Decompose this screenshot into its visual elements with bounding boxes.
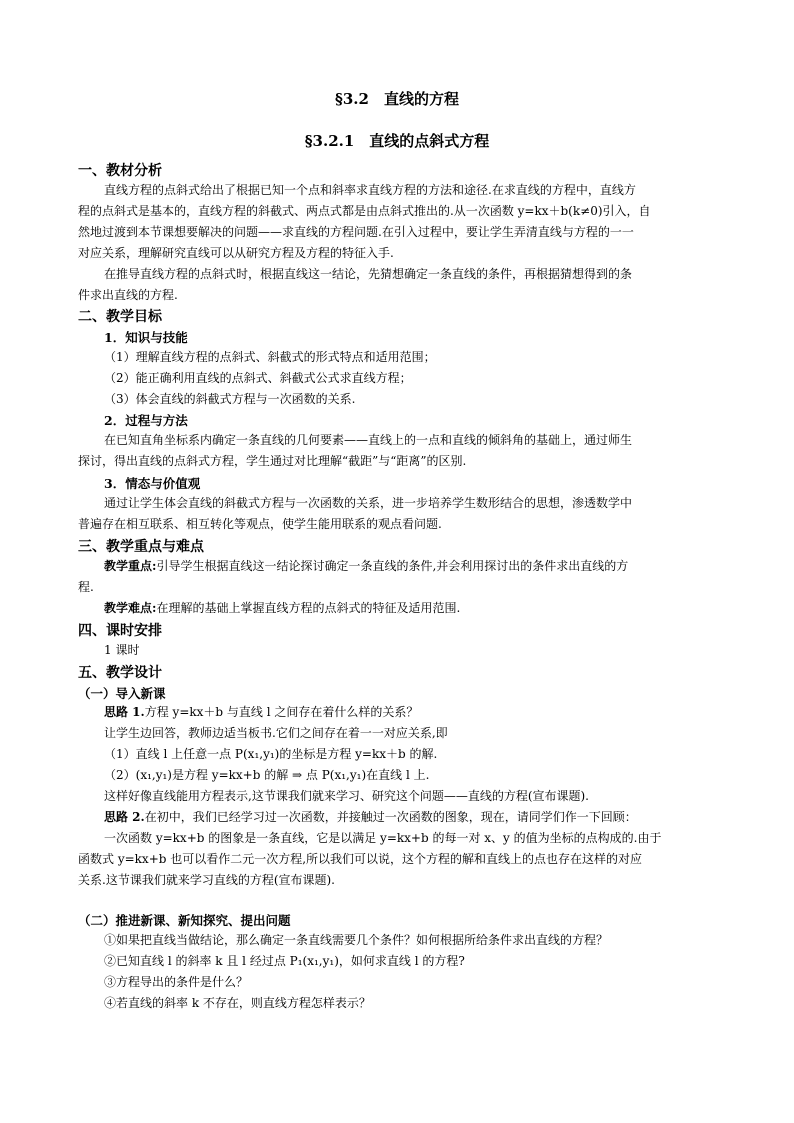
paragraph-line: 普遍存在相互联系、相互转化等观点，使学生能用联系的观点看问题. [78,517,442,531]
page-title: §3.2 直线的方程 [335,90,459,108]
paragraph-line: 这样好像直线能用方程表示,这节课我们就来学习、研究这个问题——直线的方程(宣布课题). [104,789,589,803]
idea-label: 思路 2. [104,810,145,824]
section-heading-5: 五、教学设计 [78,665,162,681]
page-subtitle: §3.2.1 直线的点斜式方程 [304,132,490,150]
paragraph-line: 在推导直线方程的点斜式时，根据直线这一结论，先猜想确定一条直线的条件，再根据猜想得到的条 [104,267,633,281]
idea-text: 在初中，我们已经学习过一次函数，并接触过一次函数的图象，现在，请同学们作一下回顾： [144,810,637,824]
paragraph-line: 一次函数 y=kx+b 的图象是一条直线，它是以满足 y=kx+b 的每一对 x、y 的值为坐标的点构成的.由于 [104,831,662,845]
paragraph-line: 然地过渡到本节课想要解决的问题——求直线的方程问题.在引入过程中，要让学生弄清直线与方程的一一 [78,225,634,239]
list-item: （1）理解直线方程的点斜式、斜截式的形式特点和适用范围； [104,350,436,364]
list-item: （2）能正确利用直线的点斜式、斜截式公式求直线方程； [104,371,412,385]
difficulty-label: 教学难点: [104,601,157,615]
section-heading-3: 三、教学重点与难点 [78,539,204,555]
section-heading-2: 二、教学目标 [78,309,162,325]
key-point-label: 教学重点: [104,559,157,573]
idea-label: 思路 1. [104,705,145,719]
difficulty-text: 在理解的基础上掌握直线方程的点斜式的特征及适用范围. [156,601,461,615]
subsection-heading: 1．知识与技能 [104,330,188,345]
paragraph-line: 通过让学生体会直线的斜截式方程与一次函数的关系，进一步培养学生数形结合的思想，渗透数学中 [104,496,633,510]
paragraph-line: 直线方程的点斜式给出了根据已知一个点和斜率求直线方程的方法和途径.在求直线的方程中，直线方 [104,183,636,197]
key-point-text: 引导学生根据直线这一结论探讨确定一条直线的条件,并会利用探讨出的条件求出直线的方 [156,559,629,573]
paragraph-line: 探讨，得出直线的点斜式方程，学生通过对比理解“截距”与“距离”的区别. [78,454,467,468]
paragraph-line: 程. [78,580,94,594]
question-item: ②已知直线 l 的斜率 k 且 l 经过点 P₁(x₁,y₁)，如何求直线 l 的方程? [104,954,465,968]
paragraph-line: 1 课时 [104,643,140,657]
paragraph-line: 关系.这节课我们就来学习直线的方程(宣布课题). [78,873,335,887]
paragraph-line: （2）(x₁,y₁)是方程 y=kx+b 的解 ⇒ 点 P(x₁,y₁)在直线 l 上. [104,768,430,782]
part-heading: （一）导入新课 [78,686,166,701]
idea-line [104,809,637,826]
paragraph-line: 对应关系，理解研究直线可以从研究方程及方程的特征入手. [78,246,394,260]
key-point-line [104,558,628,575]
section-heading-4: 四、课时安排 [78,623,162,639]
idea-text: 方程 y=kx＋b 与直线 l 之间存在着什么样的关系？ [144,705,419,719]
subsection-heading: 2．过程与方法 [104,413,188,428]
paragraph-line: 函数式 y=kx+b 也可以看作二元一次方程,所以我们可以说，这个方程的解和直线上的点也存在这样的对应 [78,852,643,866]
part-heading: （二）推进新课、新知探究、提出问题 [78,913,291,928]
difficulty-line [104,600,460,617]
question-item: ①如果把直线当做结论，那么确定一条直线需要几个条件？如何根据所给条件求出直线的方程？ [104,933,609,947]
paragraph-line: 程的点斜式是基本的，直线方程的斜截式、两点式都是由点斜式推出的.从一次函数 y=kx＋b(k≠0)引入，自 [78,204,651,218]
question-item: ④若直线的斜率 k 不存在，则直线方程怎样表示？ [104,996,371,1010]
subsection-heading: 3．情态与价值观 [104,476,201,491]
paragraph-line: 在已知直角坐标系内确定一条直线的几何要素——直线上的一点和直线的倾斜角的基础上，通过师生 [104,433,633,447]
paragraph-line: 件求出直线的方程. [78,288,178,302]
question-item: ③方程导出的条件是什么？ [104,975,249,989]
paragraph-line: （1）直线 l 上任意一点 P(x₁,y₁)的坐标是方程 y=kx＋b 的解. [104,747,438,761]
section-heading-1: 一、教材分析 [78,163,162,179]
list-item: （3）体会直线的斜截式方程与一次函数的关系. [104,392,356,406]
idea-line [104,704,418,721]
paragraph-line: 让学生边回答，教师边适当板书.它们之间存在着一一对应关系,即 [104,726,448,740]
